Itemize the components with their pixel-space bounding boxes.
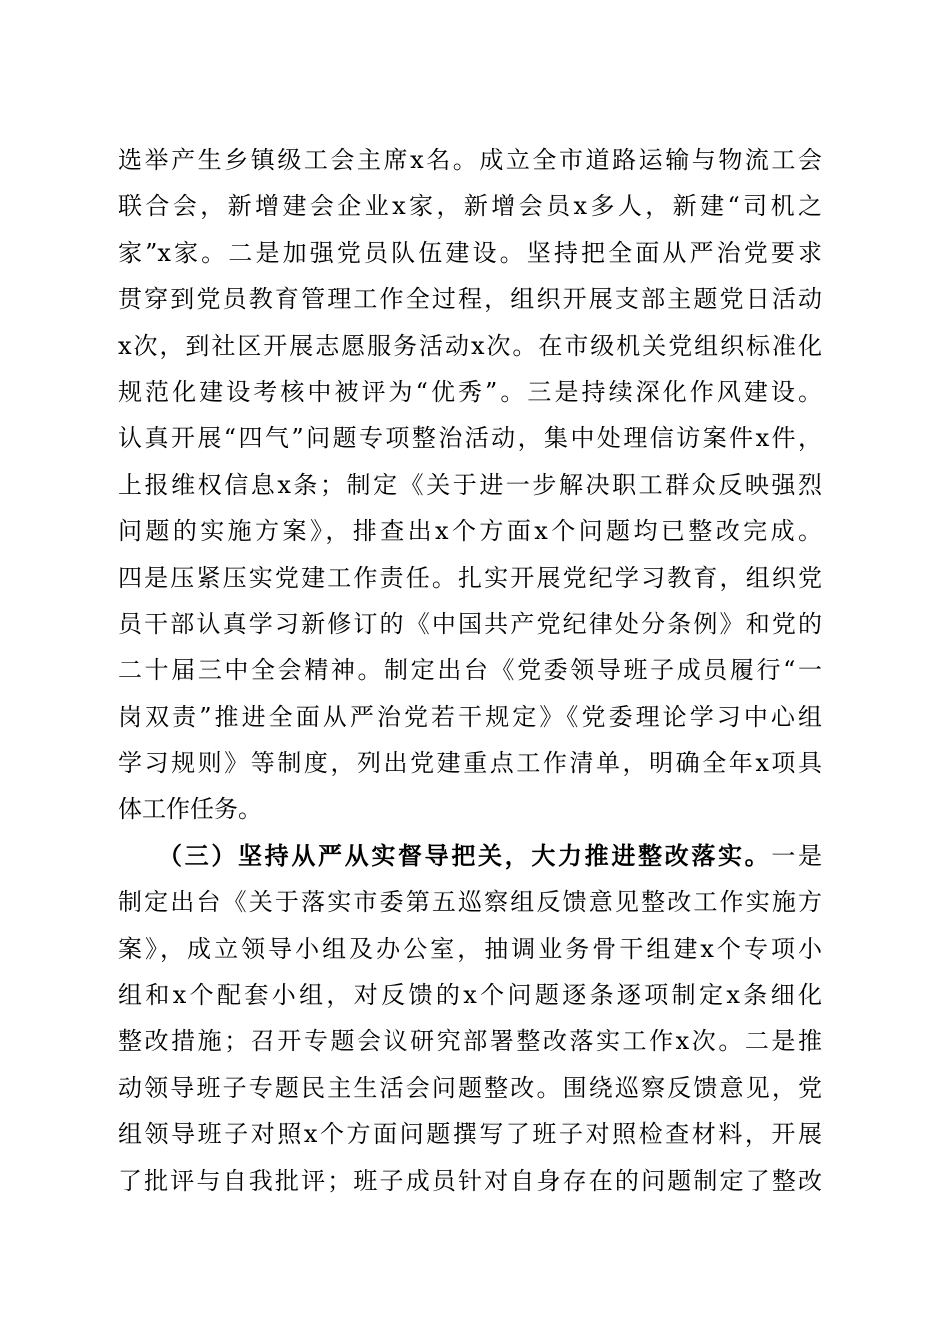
text-line: 整改措施；召开专题会议研究部署整改落实工作x次。二是推 bbox=[118, 1027, 822, 1056]
text-line: 规范化建设考核中被评为“优秀”。三是持续深化作风建设。 bbox=[118, 377, 822, 406]
text-line: x次，到社区开展志愿服务活动x次。在市级机关党组织标准化 bbox=[118, 331, 822, 360]
text-line: 组领导班子对照x个方面问题撰写了班子对照检查材料，开展 bbox=[118, 1120, 822, 1149]
document-page bbox=[118, 137, 822, 1204]
text-line: 了批评与自我批评；班子成员针对自身存在的问题制定了整改 bbox=[118, 1166, 822, 1195]
section-heading: （三）坚持从严从实督导把关，大力推进整改落实。 bbox=[158, 840, 772, 870]
text-line: 贯穿到党员教育管理工作全过程，组织开展支部主题党日活动 bbox=[118, 285, 822, 314]
text-line: 组和x个配套小组，对反馈的x个问题逐条逐项制定x条细化 bbox=[118, 981, 822, 1010]
paragraph-party-building bbox=[118, 137, 822, 833]
text-line: 员干部认真学习新修订的《中国共产党纪律处分条例》和党的 bbox=[118, 609, 822, 638]
text-line: 选举产生乡镇级工会主席x名。成立全市道路运输与物流工会 bbox=[118, 146, 822, 174]
paragraph-rectification bbox=[118, 833, 822, 1204]
text-line: 四是压紧压实党建工作责任。扎实开展党纪学习教育，组织党 bbox=[118, 563, 822, 592]
text-line: 岗双责”推进全面从严治党若干规定》《党委理论学习中心组 bbox=[118, 702, 822, 731]
section-heading-line bbox=[118, 833, 822, 879]
text-run: 一是 bbox=[771, 841, 823, 870]
text-line: 家”x家。二是加强党员队伍建设。坚持把全面从严治党要求 bbox=[118, 238, 822, 267]
text-line: 认真开展“四气”问题专项整治活动，集中处理信访案件x件， bbox=[118, 424, 822, 453]
text-line: 联合会，新增建会企业x家，新增会员x多人，新建“司机之 bbox=[118, 192, 822, 221]
text-line: 二十届三中全会精神。制定出台《党委领导班子成员履行“一 bbox=[118, 656, 822, 685]
text-line: 制定出台《关于落实市委第五巡察组反馈意见整改工作实施方 bbox=[118, 888, 822, 917]
text-line: 学习规则》等制度，列出党建重点工作清单，明确全年x项具 bbox=[118, 749, 822, 778]
text-line: 案》，成立领导小组及办公室，抽调业务骨干组建x个专项小 bbox=[118, 934, 822, 963]
text-line: 体工作任务。 bbox=[118, 795, 262, 824]
text-line: 问题的实施方案》，排查出x个方面x个问题均已整改完成。 bbox=[118, 517, 822, 546]
text-line: 动领导班子专题民主生活会问题整改。围绕巡察反馈意见，党 bbox=[118, 1073, 822, 1102]
text-line: 上报维权信息x条；制定《关于进一步解决职工群众反映强烈 bbox=[118, 470, 822, 499]
